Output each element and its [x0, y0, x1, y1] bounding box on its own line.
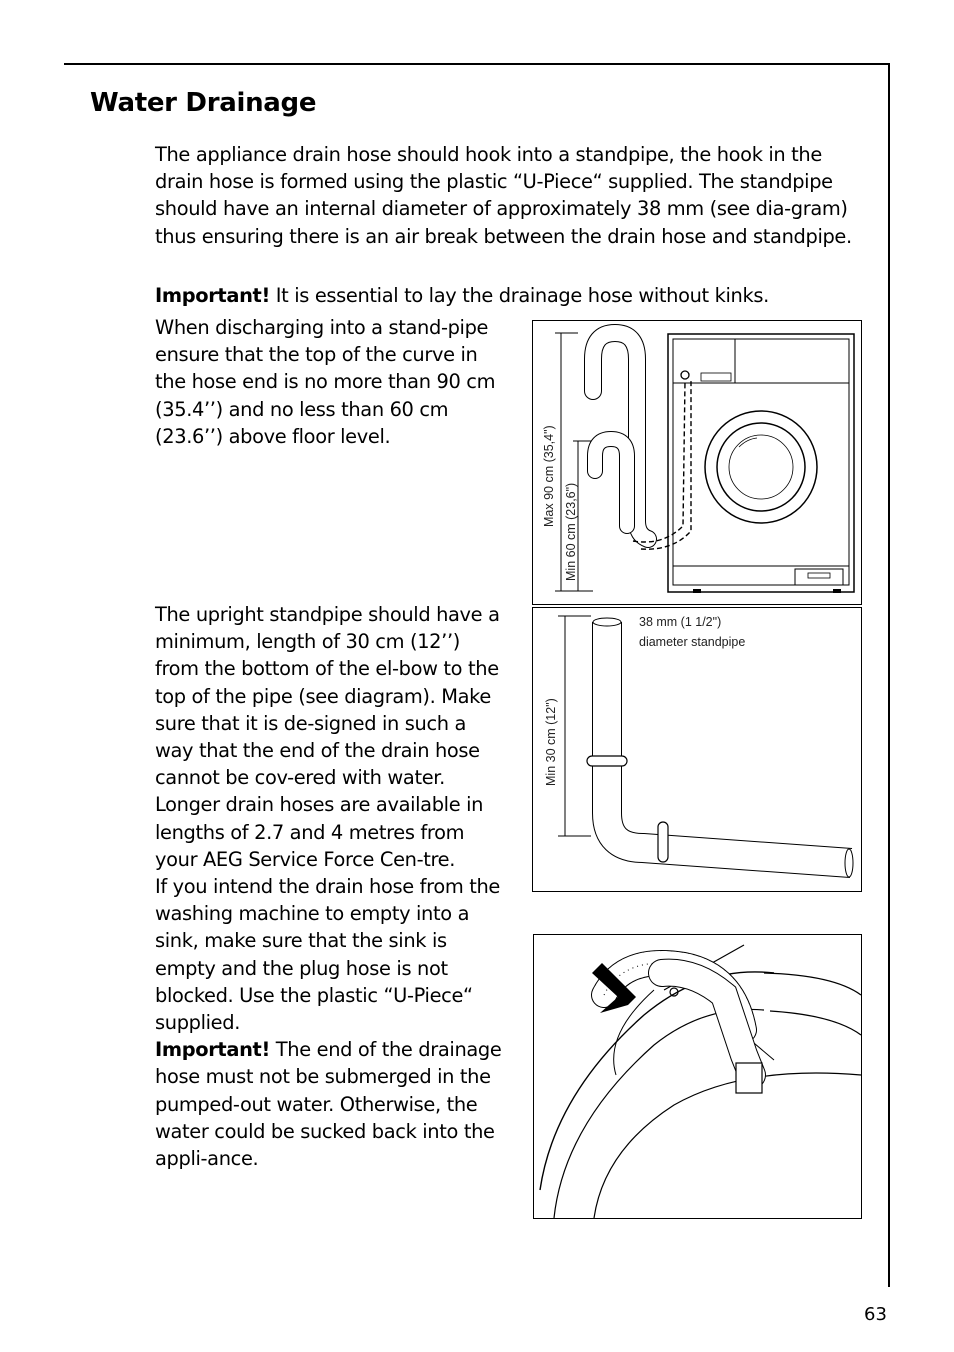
right-rule [888, 63, 890, 1287]
page-title: Water Drainage [90, 88, 317, 118]
important-text-2: The end of the drainage hose must not be submerged in the pumped-out water. Otherwise, the water could be sucked back into the appli-ance. [155, 1038, 502, 1171]
longer-hoses-text: Longer drain hoses are available in lengths of 2.7 and 4 metres from your AEG Service Force Cen-tre. [155, 793, 484, 871]
standpipe-text: The upright standpipe should have a minimum, length of 30 cm (12’’) from the bottom of the el-bow to the top of the pipe (see diagram). Make sure that it is de-signed in such a way that the end of the drain hose cannot be cov-ered with water. [155, 603, 500, 790]
min-length-label: Min 30 cm (12") [544, 698, 558, 786]
height-text: When discharging into a stand-pipe ensure that the top of the curve in the hose end is no more than 90 cm (35.4’’) and no less than 60 cm (23.6’’) above floor level. [155, 316, 496, 448]
figure-standpipe [532, 607, 862, 892]
max-height-label: Max 90 cm (35,4") [542, 425, 556, 527]
standpipe-column [155, 601, 505, 1172]
intro-text: The appliance drain hose should hook into a standpipe, the hook in the drain hose is formed using the plastic “U-Piece“ supplied. The standpipe should have an internal diameter of approximately 38 mm (see dia-gram) thus ensuring there is an air break between the drain hose and standpipe. [155, 143, 852, 248]
page-number: 63 [864, 1304, 887, 1325]
figure-sink [533, 934, 862, 1219]
diameter-label: 38 mm (1 1/2") [639, 615, 722, 629]
sink-text: If you intend the drain hose from the washing machine to empty into a sink, make sure that the sink is empty and the plug hose is not blocked. Use the plastic “U-Piece“ supplied. [155, 875, 500, 1035]
min-height-label: Min 60 cm (23,6") [564, 482, 578, 581]
important-label: Important! [155, 284, 270, 307]
important-text: It is essential to lay the drainage hose without kinks. [269, 284, 769, 307]
diameter-label-2: diameter standpipe [639, 635, 746, 649]
height-paragraph [155, 314, 505, 450]
figure-hose-height [532, 320, 862, 605]
important-note-2 [155, 1036, 505, 1172]
important-label-2: Important! [155, 1038, 270, 1062]
important-note-1 [155, 282, 875, 309]
top-rule [64, 63, 890, 65]
intro-paragraph [155, 141, 875, 250]
